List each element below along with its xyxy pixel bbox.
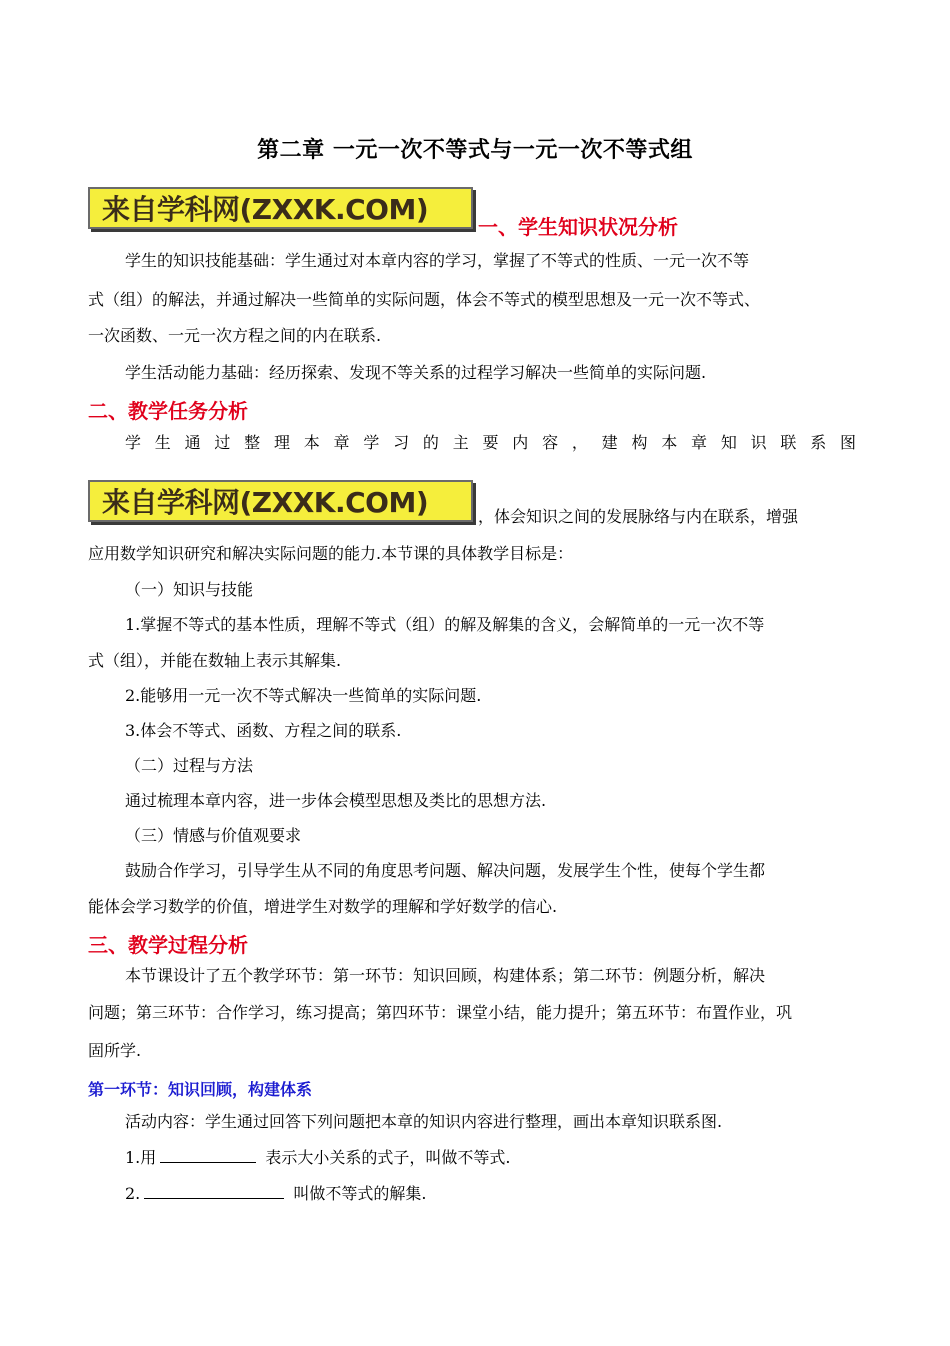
list-item: 式（组），并能在数轴上表示其解集. <box>88 651 342 670</box>
subsection-heading: 第一环节：知识回顾，构建体系 <box>88 1080 313 1099</box>
paragraph-line: 学生通过整理本章学习的主要内容，建构本章知识联系图 <box>125 433 862 452</box>
page-title: 第二章 一元一次不等式与一元一次不等式组 <box>257 137 693 163</box>
question-2 <box>125 1183 426 1204</box>
answer-blank[interactable] <box>160 1147 256 1163</box>
watermark-logo <box>88 187 473 229</box>
paragraph-line: 学生活动能力基础：经历探索、发现不等关系的过程学习解决一些简单的实际问题. <box>125 363 707 382</box>
subheading: （一）知识与技能 <box>125 580 254 599</box>
paragraph-line: 固所学. <box>88 1041 142 1060</box>
watermark-logo <box>88 480 473 522</box>
question-prefix: 2. <box>125 1184 141 1203</box>
question-suffix: 叫做不等式的解集. <box>288 1184 427 1203</box>
question-suffix: 表示大小关系的式子，叫做不等式. <box>260 1148 511 1167</box>
watermark-text: 来自学科网(ZXXK.COM) <box>102 486 429 519</box>
paragraph-line: 应用数学知识研究和解决实际问题的能力.本节课的具体教学目标是： <box>88 544 574 563</box>
answer-blank[interactable] <box>144 1183 284 1199</box>
paragraph-line: 本节课设计了五个教学环节：第一环节：知识回顾，构建体系；第二环节：例题分析，解决 <box>125 966 766 985</box>
section-heading-1: 一、学生知识状况分析 <box>478 215 678 239</box>
question-1 <box>125 1147 510 1168</box>
paragraph-line: 鼓励合作学习，引导学生从不同的角度思考问题、解决问题，发展学生个性，使每个学生都 <box>125 861 766 880</box>
subheading: （三）情感与价值观要求 <box>125 826 302 845</box>
paragraph-line: 能体会学习数学的价值，增进学生对数学的理解和学好数学的信心. <box>88 897 558 916</box>
question-prefix: 1.用 <box>125 1148 157 1167</box>
list-item: 2.能够用一元一次不等式解决一些简单的实际问题. <box>125 686 482 705</box>
paragraph-line: 问题；第三环节：合作学习，练习提高；第四环节：课堂小结，能力提升；第五环节：布置作业，巩 <box>88 1003 793 1022</box>
section-heading-2: 二、教学任务分析 <box>88 399 248 423</box>
paragraph-line: 通过梳理本章内容，进一步体会模型思想及类比的思想方法. <box>125 791 547 810</box>
paragraph-line: 学生的知识技能基础：学生通过对本章内容的学习，掌握了不等式的性质、一元一次不等 <box>125 251 750 270</box>
list-item: 1.掌握不等式的基本性质，理解不等式（组）的解及解集的含义，会解简单的一元一次不等 <box>125 615 765 634</box>
paragraph-line: 式（组）的解法，并通过解决一些简单的实际问题，体会不等式的模型思想及一元一次不等式、 <box>88 290 761 309</box>
list-item: 3.体会不等式、函数、方程之间的联系. <box>125 721 402 740</box>
paragraph-line: 活动内容：学生通过回答下列问题把本章的知识内容进行整理，画出本章知识联系图. <box>125 1112 723 1131</box>
paragraph-line: ，体会知识之间的发展脉络与内在联系，增强 <box>478 507 799 526</box>
subheading: （二）过程与方法 <box>125 756 254 775</box>
section-heading-3: 三、教学过程分析 <box>88 933 248 957</box>
paragraph-line: 一次函数、一元一次方程之间的内在联系. <box>88 326 382 345</box>
watermark-text: 来自学科网(ZXXK.COM) <box>102 193 429 226</box>
